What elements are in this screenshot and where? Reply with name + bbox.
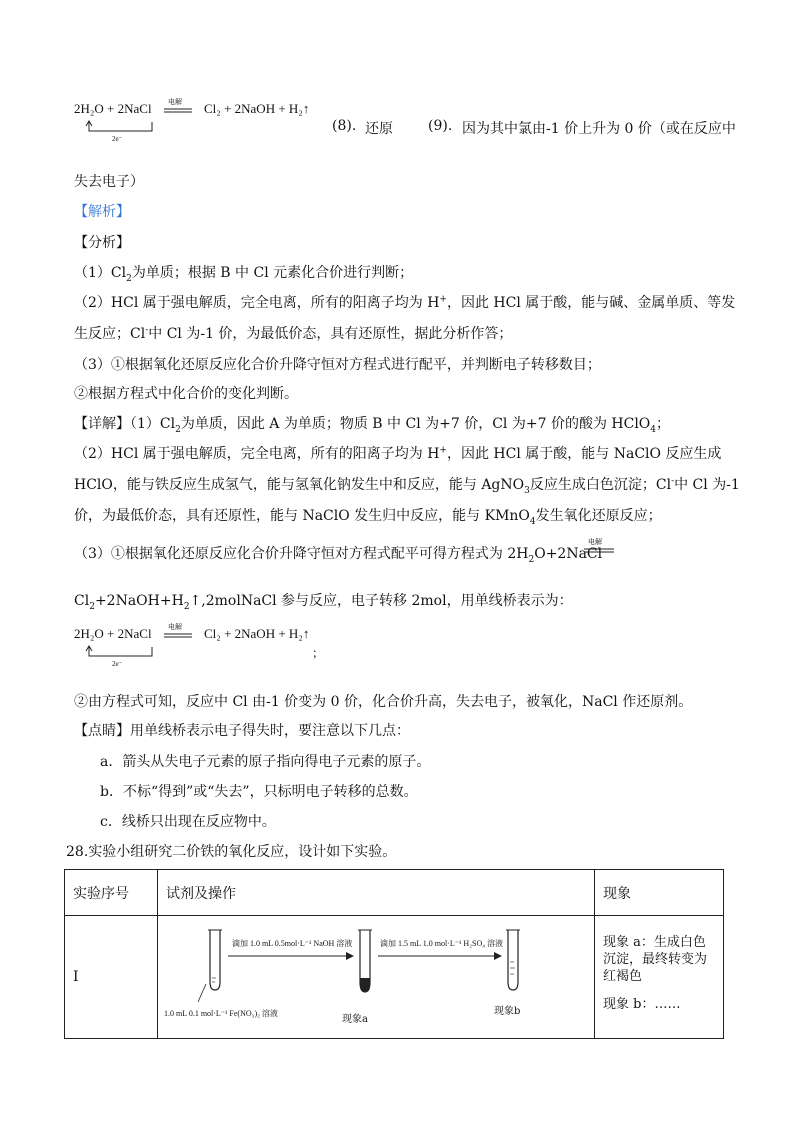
experiment-table — [64, 869, 724, 1039]
header-id: 实验序号 — [65, 870, 158, 916]
detail-2: （2）HCl 属于强电解质，完全电离，所有的阳离子均为 H+，因此 HCl 属于酸，能与 NaClO 反应生成 — [74, 445, 722, 462]
header-phenomenon: 现象 — [595, 870, 724, 916]
equation-2-bridge: 2e⁻ — [112, 660, 123, 668]
analysis-1: $(1)Cl_2$为单质；根据 B 中 Cl 元素化合价进行判断； — [74, 265, 414, 284]
operation-cell — [158, 916, 595, 1039]
header-operation: 试剂及操作 — [158, 870, 595, 916]
point-b: b．不标“得到”或“失去”，只标明电子转移的总数。 — [100, 784, 418, 800]
analysis-2: （2）HCl 属于强电解质，完全电离，所有的阳离子均为 H+，因此 HCl 属于酸，能与碱、金属单质、等发 — [74, 294, 736, 311]
row-id: Ⅰ — [65, 916, 158, 1039]
step-1-label: 滴加 1.0 mL 0.5mol·L⁻¹ NaOH 溶液 — [232, 939, 353, 948]
detail-7: ②由方程式可知，反应中 Cl 由-1 价变为 0 价，化合价升高，失去电子，被氧化，NaCl 作还原剂。 — [74, 694, 693, 710]
single-bridge-icon — [84, 643, 156, 661]
analysis-2b: 生反应；Cl-中 Cl 为-1 价，为最低价态，具有还原性，据此分析作答； — [74, 325, 513, 342]
tube-2-label: 现象a — [342, 1014, 368, 1025]
phenomenon-b: 现象 b：…… — [603, 997, 681, 1012]
equation-2-rhs: Cl₂ + 2NaOH + H₂↑ — [204, 626, 310, 641]
tube-1-label: 1.0 mL 0.1 mol·L⁻¹ Fe(NO₃)₂ 溶液 — [164, 1009, 278, 1018]
detail-8: 【点睛】用单线桥表示电子得失时，要注意以下几点： — [74, 723, 410, 739]
equals-sign — [164, 108, 192, 116]
question-28: 28.实验小组研究二价铁的氧化反应，设计如下实验。 — [66, 844, 397, 860]
phenomenon-cell — [595, 916, 724, 1039]
answer-8-text: 还原 — [365, 121, 393, 137]
section-fenxi: 【分析】 — [74, 235, 130, 251]
detail-5: （3）①根据氧化还原反应化合价升降守恒对方程式配平可得方程式为 $2H_2O+2NaCl$ — [74, 546, 603, 565]
point-a: a．箭头从失电子元素的原子指向得电子元素的原子。 — [100, 754, 431, 770]
equals-sign-2 — [584, 548, 614, 554]
phenomenon-a: 现象 a：生成白色沉淀，最终转变为红褐色 — [603, 935, 708, 984]
section-jiexi: 【解析】 — [74, 204, 130, 220]
experiment-diagram — [158, 916, 594, 1038]
detail-3: HClO，能与铁反应生成氢气，能与氢氧化钠发生中和反应，能与 AgNO$_3$反应生成白色沉淀；Cl-中 Cl 为-1 — [74, 476, 740, 496]
detail-6: $Cl_2+2NaOH+H_2↑,2molNaCl$ 参与反应，电子转移 2mol，用单线桥表示为： — [74, 593, 573, 612]
equation-1-condition: 电解 — [168, 98, 182, 106]
step-2-label: 滴加 1.5 mL 1.0 mol·L⁻¹ H₂SO₄ 溶液 — [380, 939, 504, 948]
analysis-4: ②根据方程式中化合价的变化判断。 — [74, 386, 298, 402]
detail-5-condition: 电解 — [588, 538, 602, 546]
equation-1-bridge: 2e⁻ — [112, 135, 123, 143]
detail-1: 【详解】$(1)Cl_2$为单质，因此 A 为单质；物质 B 中 Cl 为+7 价，Cl 为+7 价的酸为 HClO$_4$； — [74, 416, 671, 435]
equation-1-rhs: Cl₂ + 2NaOH + H₂↑ — [204, 101, 310, 116]
equation-2-lhs: 2H₂O + 2NaCl — [74, 626, 152, 641]
single-bridge-icon — [84, 118, 156, 136]
point-c: c．线桥只出现在反应物中。 — [100, 814, 276, 830]
answer-9-text: 因为其中氯由-1 价上升为 0 价（或在反应中 — [462, 121, 736, 137]
answer-9-number: (9). — [428, 118, 453, 134]
detail-4: 价，为最低价态，具有还原性，能与 NaClO 发生归中反应，能与 KMnO$_4$发生氧化还原反应； — [74, 508, 662, 527]
tube-3-label: 现象b — [494, 1006, 521, 1017]
equation-2-tail: ； — [312, 646, 325, 660]
equation-1-lhs: 2H₂O + 2NaCl — [74, 101, 152, 116]
analysis-3: （3）①根据氧化还原反应化合价升降守恒对方程式进行配平，并判断电子转移数目； — [74, 357, 601, 373]
equation-2-condition: 电解 — [168, 623, 182, 631]
answer-9-continued: 失去电子） — [74, 174, 144, 190]
tubes-and-arrows — [158, 916, 594, 1038]
equals-sign-3 — [164, 633, 192, 641]
answer-8-number: (8). — [332, 118, 357, 134]
